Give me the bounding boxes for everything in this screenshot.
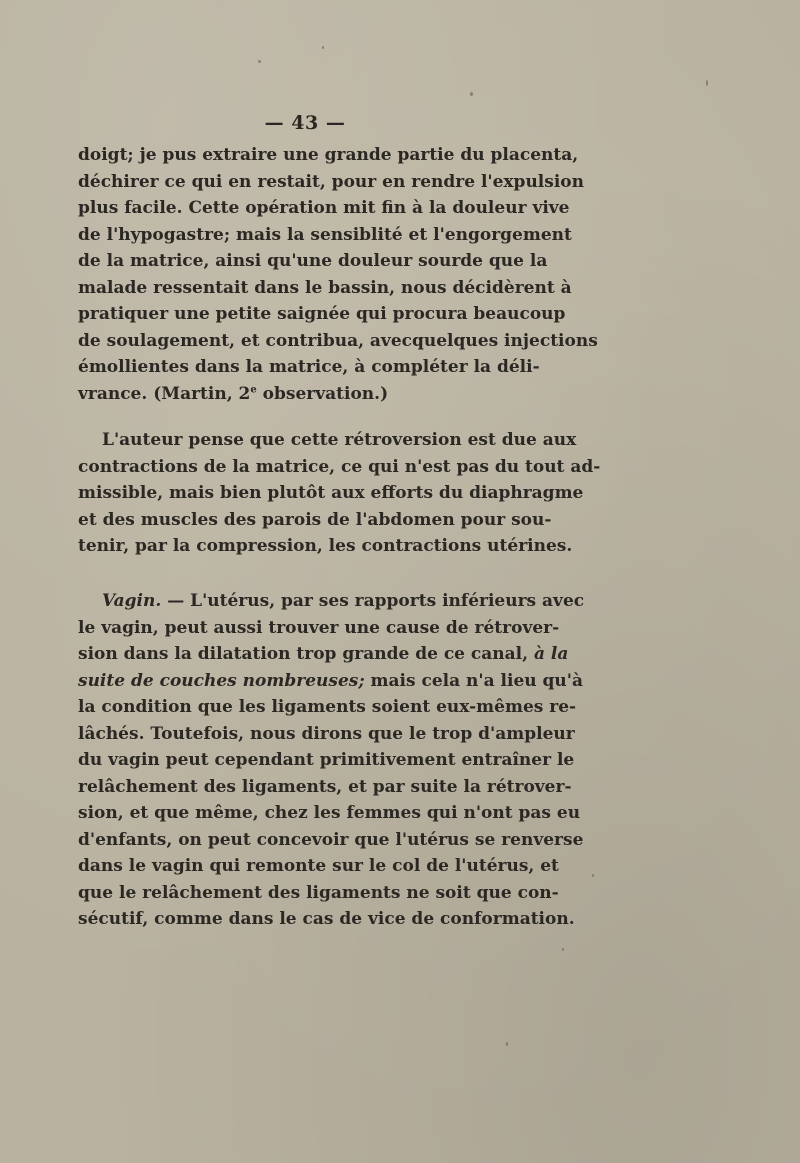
text-line: d'enfants, on peut concevoir que l'utérus se renverse (78, 829, 584, 850)
text-line: tenir, par la compression, les contractions utérines. (78, 536, 573, 556)
paragraph-3 (78, 588, 585, 933)
text-line: dans le vagin qui remonte sur le col de l'utérus, et (78, 856, 559, 876)
text-line: relâchement des ligaments, et par suite la rétrover- (78, 776, 572, 797)
paragraph-1 (78, 142, 598, 407)
text-line: L'auteur pense que cette rétroversion est due aux (102, 430, 577, 450)
text-line: déchirer ce qui en restait, pour en rendre l'expulsion (78, 171, 584, 192)
text-line: le vagin, peut aussi trouver une cause de rétrover- (78, 617, 560, 638)
text-line: du vagin peut cependant primitivement entraîner le (78, 750, 575, 770)
paper-speck (470, 92, 473, 96)
text-line: plus facile. Cette opération mit fin à la douleur vive (78, 198, 570, 218)
text-line: contractions de la matrice, ce qui n'est pas du tout ad- (78, 456, 601, 477)
page-number: — 43 — (264, 112, 346, 134)
text-line: pratiquer une petite saignée qui procura beaucoup (78, 304, 566, 324)
text-line: de soulagement, et contribua, avecquelques injections (78, 330, 598, 351)
text-line: missible, mais bien plutôt aux efforts du diaphragme (78, 483, 584, 503)
paper-speck (258, 60, 261, 63)
text-line: lâchés. Toutefois, nous dirons que le trop d'ampleur (78, 723, 575, 744)
text-line: que le relâchement des ligaments ne soit que con- (78, 882, 559, 903)
text-line-emphasis: sion dans la dilatation trop grande de ce canal, à la (78, 644, 569, 664)
text-line: doigt; je pus extraire une grande partie du placenta, (78, 145, 579, 165)
text-line: émollientes dans la matrice, à compléter la déli- (78, 357, 540, 377)
text-line: la condition que les ligaments soient eux-mêmes re- (78, 697, 577, 717)
paper-speck (506, 1042, 508, 1046)
paper-speck (592, 874, 594, 877)
paper-speck (322, 46, 324, 49)
text-line: de la matrice, ainsi qu'une douleur sourde que la (78, 251, 548, 271)
paper-speck (562, 948, 564, 951)
text-line-vagin: Vagin. — L'utérus, par ses rapports inférieurs avec (102, 591, 585, 611)
section-heading-vagin: Vagin. (102, 591, 162, 611)
text-line-observation: vrance. (Martin, 2e observation.) (78, 383, 389, 404)
text-line: de l'hypogastre; mais la sensiblité et l'engorgement (78, 224, 572, 245)
text-line: sion, et que même, chez les femmes qui n'ont pas eu (78, 803, 581, 823)
text-line: sécutif, comme dans le cas de vice de conformation. (78, 909, 575, 929)
paragraph-2 (78, 427, 601, 560)
text-line-emphasis: suite de couches nombreuses; mais cela n'a lieu qu'à (78, 670, 584, 691)
paper-speck (706, 80, 708, 86)
text-line: malade ressentait dans le bassin, nous décidèrent à (78, 277, 572, 298)
text-line: et des muscles des parois de l'abdomen pour sou- (78, 509, 552, 530)
